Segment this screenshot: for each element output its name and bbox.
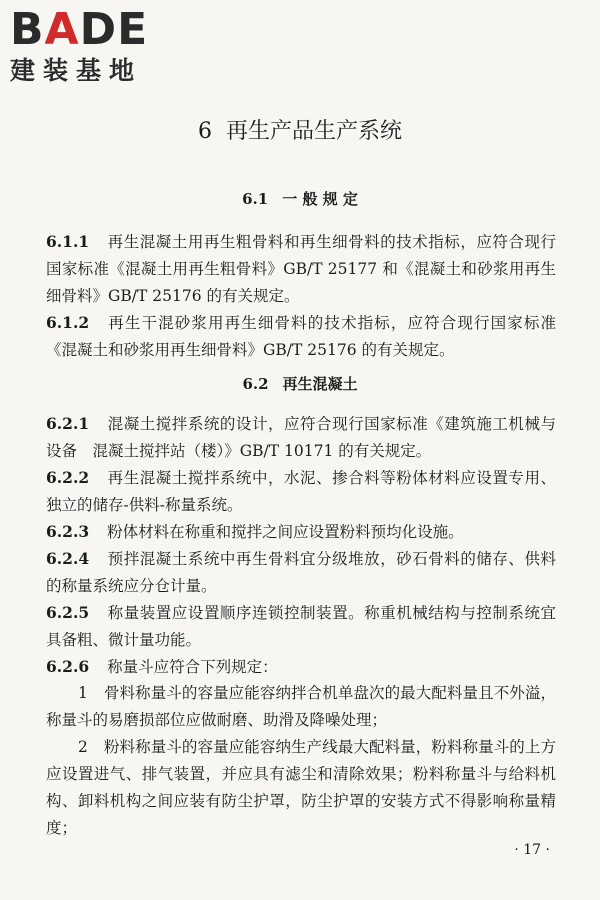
clause-text: 再生干混砂浆用再生细骨料的技术指标，应符合现行国家标准《混凝土和砂浆用再生细骨料》GB/T 25176 的有关规定。 [46,314,556,359]
clause-6-1-2 [46,309,556,364]
clause-text: 预拌混凝土系统中再生骨料宜分级堆放，砂石骨料的储存、供料的称量系统应分仓计量。 [46,550,556,595]
clause-text: 再生混凝土用再生粗骨料和再生细骨料的技术指标，应符合现行国家标准《混凝土用再生粗骨料》GB/T 25177 和《混凝土和砂浆用再生细骨料》GB/T 25176 的有关规定。 [46,233,556,305]
clause-number: 6.2.6 [46,657,90,676]
list-item [46,734,556,842]
clause-number: 6.2.3 [46,522,90,541]
clause-text: 混凝土搅拌系统的设计，应符合现行国家标准《建筑施工机械与设备 混凝土搅拌站（楼）》GB/T 10171 的有关规定。 [46,415,556,460]
logo [10,6,180,86]
list-item-number: 1 [78,684,88,702]
logo-subtitle: 建装基地 [10,56,143,85]
clause-6-1-1 [46,228,556,310]
clause-text: 粉体材料在称重和搅拌之间应设置粉料预均化设施。 [107,523,464,541]
section-heading-6-2 [0,373,600,395]
chapter-number: 6 [197,119,212,144]
clause-6-2-5 [46,599,556,654]
clause-number: 6.2.1 [46,414,90,433]
list-item [46,680,556,734]
chapter-heading [0,118,600,146]
logo-wordmark [10,6,180,54]
page-number: · 17 · [514,842,550,858]
chapter-title: 再生产品生产系统 [225,119,402,144]
clause-6-2-1 [46,410,556,465]
section-heading-6-1 [0,188,600,210]
clause-6-2-4 [46,545,556,600]
section-number: 6.2 [242,375,269,393]
list-item-text: 粉料称量斗的容量应能容纳生产线最大配料量，粉料称量斗的上方应设置进气、排气装置，并应具有滤尘和清除效果；粉料称量斗与给料机构、卸料机构之间应装有防尘护罩，防尘护罩的安装方式不得影响称量精度； [46,738,556,837]
clause-number: 6.1.1 [46,232,90,251]
logo-text: BADE [10,4,149,55]
clause-number: 6.2.4 [46,549,90,568]
clause-6-2-6 [46,653,556,681]
section-title: 一 般 规 定 [282,190,358,208]
clause-6-2-2 [46,464,556,519]
clause-6-2-3 [46,518,556,546]
section-title: 再生混凝土 [282,375,358,393]
list-item-text: 骨料称量斗的容量应能容纳拌合机单盘次的最大配料量且不外溢，称量斗的易磨损部位应做耐磨、助滑及降噪处理； [46,684,556,729]
clause-number: 6.2.5 [46,603,90,622]
clause-text: 称量装置应设置顺序连锁控制装置。称重机械结构与控制系统宜具备粗、微计量功能。 [46,604,556,649]
list-item-number: 2 [78,738,88,756]
clause-number: 6.1.2 [46,313,90,332]
clause-text: 称量斗应符合下列规定： [107,658,278,676]
section-number: 6.1 [242,190,269,208]
clause-text: 再生混凝土搅拌系统中，水泥、掺合料等粉体材料应设置专用、独立的储存-供料-称量系统。 [46,469,556,514]
clause-number: 6.2.2 [46,468,90,487]
